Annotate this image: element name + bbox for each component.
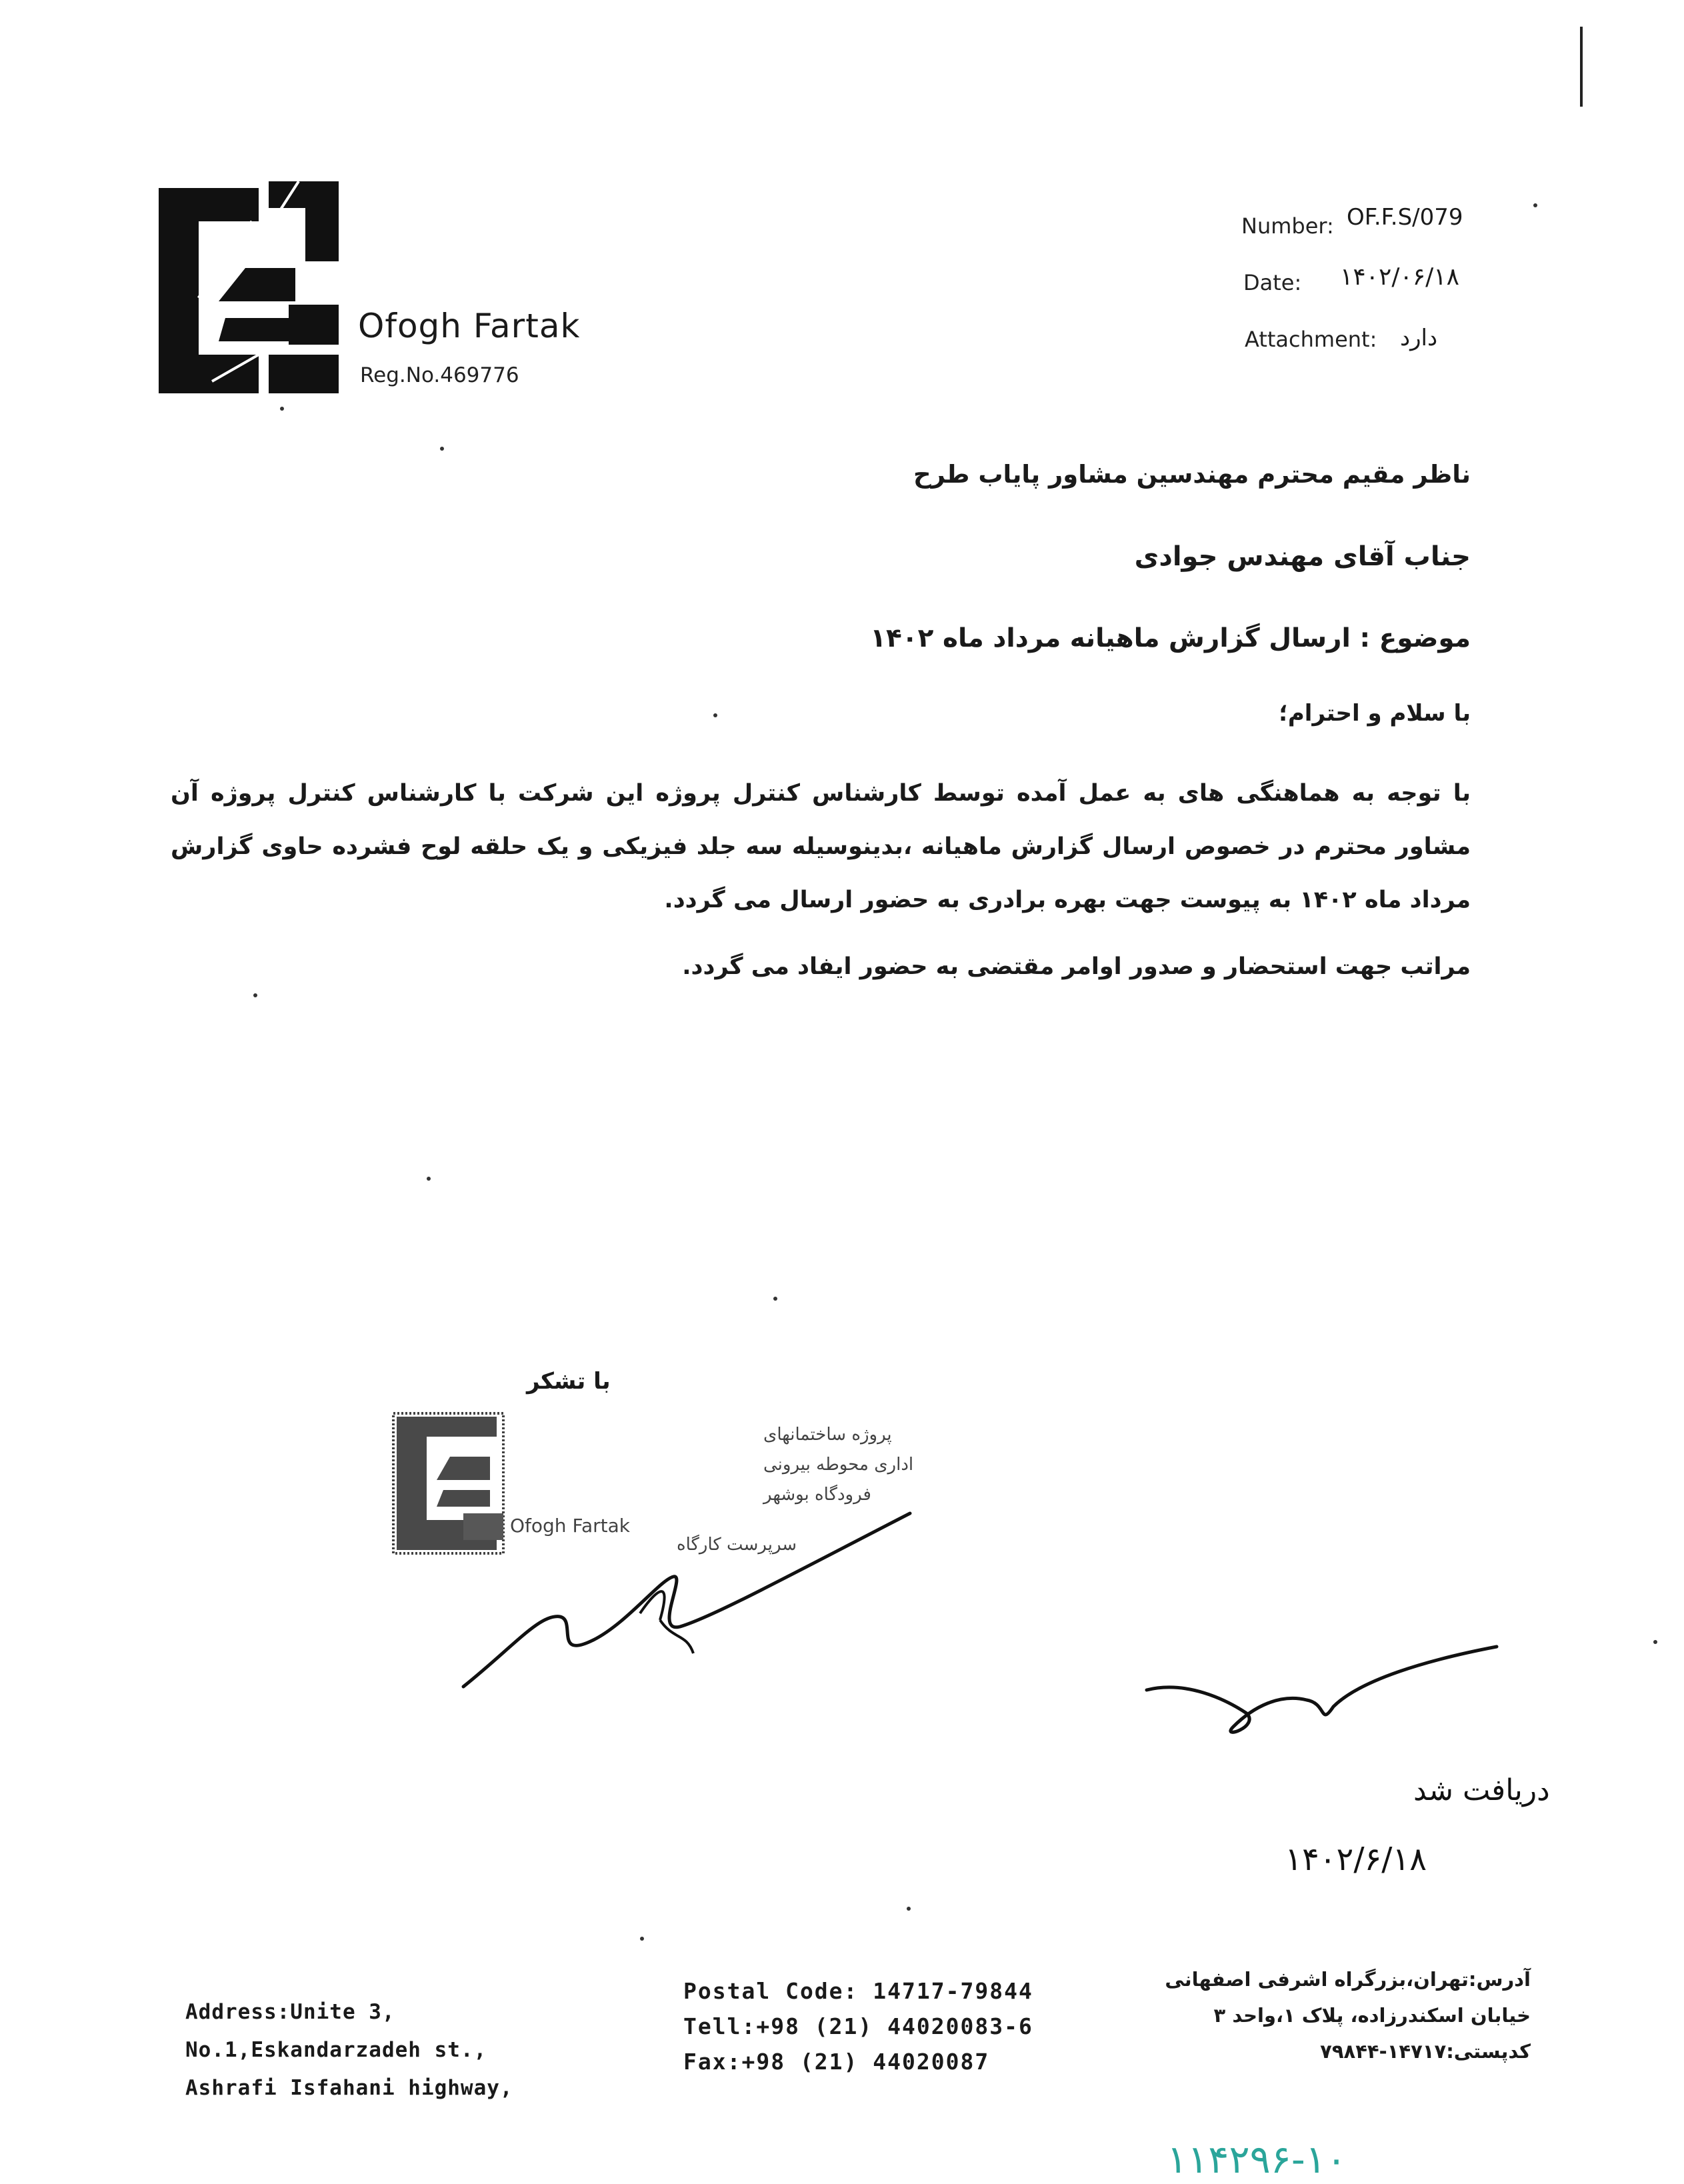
- footer-address-line: No.1,Eskandarzadeh st.,: [185, 2038, 487, 2062]
- footer-contact: [683, 1973, 1033, 2079]
- footer-address-en: [185, 1993, 513, 2107]
- date-value: ۱۴۰۲/۰۶/۱۸: [1340, 263, 1459, 291]
- footer-address-fa-line: آدرس:تهران،بزرگراه اشرفی اصفهانی: [1165, 1968, 1531, 1991]
- footer-address-line: Address:Unite 3,: [185, 2000, 395, 2024]
- addressee-line-2: جناب آقای مهندس جوادی: [1134, 541, 1471, 572]
- postal-code: Postal Code: 14717-79844: [683, 1978, 1033, 2004]
- body-paragraph-1: با توجه به هماهنگی های به عمل آمده توسط کارشناس کنترل پروژه این شرکت با کارشناس کنترل پروژه آن مشاور محترم در خصوص ارسال گزارش ماهیانه ،بدینوسیله سه جلد فیزیکی و یک حلقه لوح فشرده حاوی گزارش مرداد ماه ۱۴۰۲ به پیوست جهت بهره برادری به حضور ارسال می گردد.: [171, 780, 1471, 913]
- fax: Fax:+98 (21) 44020087: [683, 2049, 990, 2075]
- number-value: OF.F.S/079: [1347, 204, 1463, 231]
- letter-subject: موضوع : ارسال گزارش ماهیانه مرداد ماه ۱۴۰۲: [870, 623, 1471, 653]
- closing-thanks: با تشکر: [527, 1368, 611, 1395]
- scan-speck: [640, 1937, 644, 1941]
- stamp-line-3: فرودگاه بوشهر: [763, 1485, 871, 1505]
- attachment-value: دارد: [1400, 325, 1438, 351]
- annotation-signature: [1147, 1640, 1550, 1887]
- scan-speck: [1653, 1640, 1657, 1644]
- addressee-line-1: ناظر مقیم محترم مهندسین مشاور پایاب طرح: [913, 460, 1471, 489]
- registration-number: Reg.No.469776: [360, 363, 519, 387]
- greeting: با سلام و احترام؛: [1279, 700, 1471, 727]
- body-paragraph-2: مراتب جهت استحضار و صدور اوامر مقتضی به حضور ایفاد می گردد.: [682, 953, 1471, 980]
- footer-address-fa-line: خیابان اسکندرزاده، پلاک ۱،واحد ۳: [1213, 2004, 1531, 2027]
- annotation-date: ۱۴۰۲/۶/۱۸: [1285, 1841, 1427, 1878]
- scan-speck: [280, 407, 284, 411]
- ofogh-fartak-logo: [159, 181, 345, 398]
- received-note: دریافت شد: [1413, 1773, 1550, 1807]
- scan-speck: [773, 1297, 777, 1301]
- stamp-role: سرپرست کارگاه: [677, 1535, 797, 1555]
- scan-speck: [907, 1907, 911, 1911]
- scan-speck: [427, 1177, 431, 1181]
- stamp-line-2: اداری محوطه بیرونی: [763, 1455, 914, 1475]
- footer-address-fa-line: کدپستی:۱۴۷۱۷-۷۹۸۴۴: [1320, 2040, 1531, 2063]
- scan-speck: [713, 713, 717, 717]
- footer-address-fa: [1165, 1961, 1531, 2069]
- footer-address-line: Ashrafi Isfahani highway,: [185, 2076, 513, 2100]
- telephone: Tell:+98 (21) 44020083-6: [683, 2013, 1033, 2039]
- handwritten-reference-number: ۱۱۴۲۹۶-۱۰: [1167, 2137, 1347, 2182]
- scan-edge-mark: [1580, 27, 1583, 107]
- scan-speck: [440, 447, 444, 451]
- signature-left: [460, 1500, 913, 1700]
- stamp-brand: Ofogh Fartak: [510, 1515, 631, 1537]
- stamp-line-1: پروژه ساختمانهای: [763, 1425, 892, 1445]
- attachment-label: Attachment:: [1245, 327, 1377, 352]
- scan-speck: [253, 993, 257, 997]
- date-label: Date:: [1243, 270, 1302, 295]
- scan-speck: [1533, 203, 1537, 207]
- company-name: Ofogh Fartak: [358, 307, 581, 345]
- number-label: Number:: [1241, 213, 1334, 239]
